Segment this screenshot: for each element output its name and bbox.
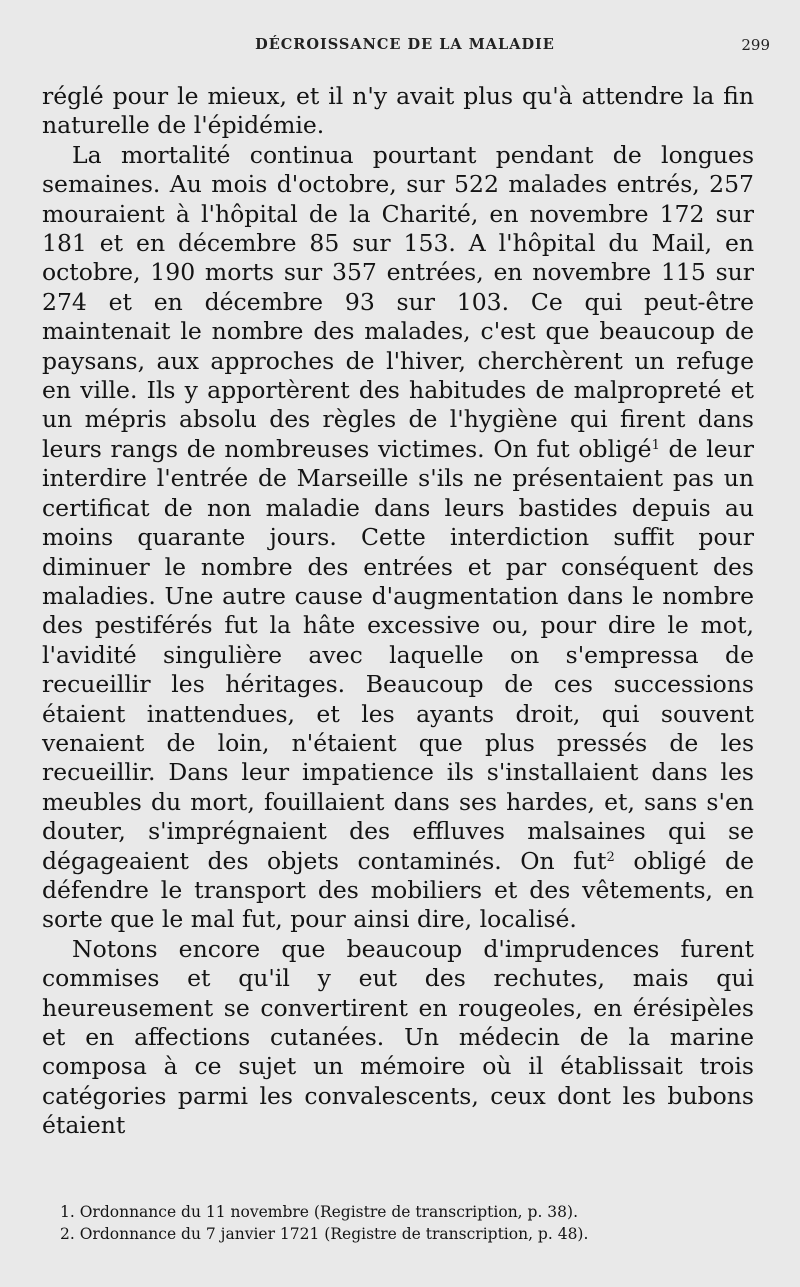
paragraph-1: réglé pour le mieux, et il n'y avait plus qu'à attendre la fin naturelle de l'épidémie. [42, 82, 754, 140]
chapter-title: DÉCROISSANCE DE LA MALADIE [255, 36, 555, 53]
page-number: 299 [741, 36, 770, 54]
paragraph-2-part-c: obligé de défendre le transport des mobiliers et des vêtements, en sorte que le mal fut, pour ainsi dire, localisé. [42, 846, 754, 934]
footnote-ref-1[interactable]: 1 [651, 438, 660, 454]
footnote-ref-2[interactable]: 2 [606, 849, 615, 865]
footnote-1: 1. Ordonnance du 11 novembre (Registre de transcription, p. 38). [60, 1203, 579, 1221]
paragraph-2-part-b: de leur interdire l'entrée de Marseille s'ils ne présentaient pas un certificat de non maladie dans leurs bastides depuis au moins quarante jours. Cette interdiction suffit pour diminuer le nombre des entrées et par conséquent des maladies. Une autre cause d'augmentation dans le nombre des pestiférés fut la hâte excessive ou, pour dire le mot, l'avidité singulière avec laquelle on s'empressa de recueillir les héritages. Beaucoup de ces successions étaient inattendues, et les ayants droit, qui souvent venaient de loin, n'étaient que plus pressés de les recueillir. Dans leur impatience ils s'installaient dans les meubles du mort, fouillaient dans ses hardes, et, sans s'en douter, s'imprégnaient des effluves malsaines qui se dégageaient des objets contaminés. On fut [42, 434, 754, 875]
paragraph-3: Notons encore que beaucoup d'imprudences furent commises et qu'il y eut des rechutes, mais qui heureusement se convertirent en rougeoles, en érésipèles et en affections cutanées. Un médecin de la marine composa à ce sujet un mémoire où il établissait trois catégories parmi les convalescents, ceux dont les bubons étaient [42, 934, 754, 1140]
footnotes [60, 1201, 760, 1245]
main-text [42, 82, 754, 1141]
footnote-2: 2. Ordonnance du 7 janvier 1721 (Registre de transcription, p. 48). [60, 1225, 589, 1243]
paragraph-2-part-a: La mortalité continua pourtant pendant de longues semaines. Au mois d'octobre, sur 522 malades entrés, 257 mouraient à l'hôpital de la Charité, en novembre 172 sur 181 et en décembre 85 sur 153. A l'hôpital du Mail, en octobre, 190 morts sur 357 entrées, en novembre 115 sur 274 et en décembre 93 sur 103. Ce qui peut-être maintenait le nombre des malades, c'est que beaucoup de paysans, aux approches de l'hiver, cherchèrent un refuge en ville. Ils y apportèrent des habitudes de malpropreté et un mépris absolu des règles de l'hygiène qui firent dans leurs rangs de nombreuses victimes. On fut obligé [42, 140, 754, 463]
running-header [40, 36, 770, 60]
paragraph-2 [42, 141, 754, 935]
